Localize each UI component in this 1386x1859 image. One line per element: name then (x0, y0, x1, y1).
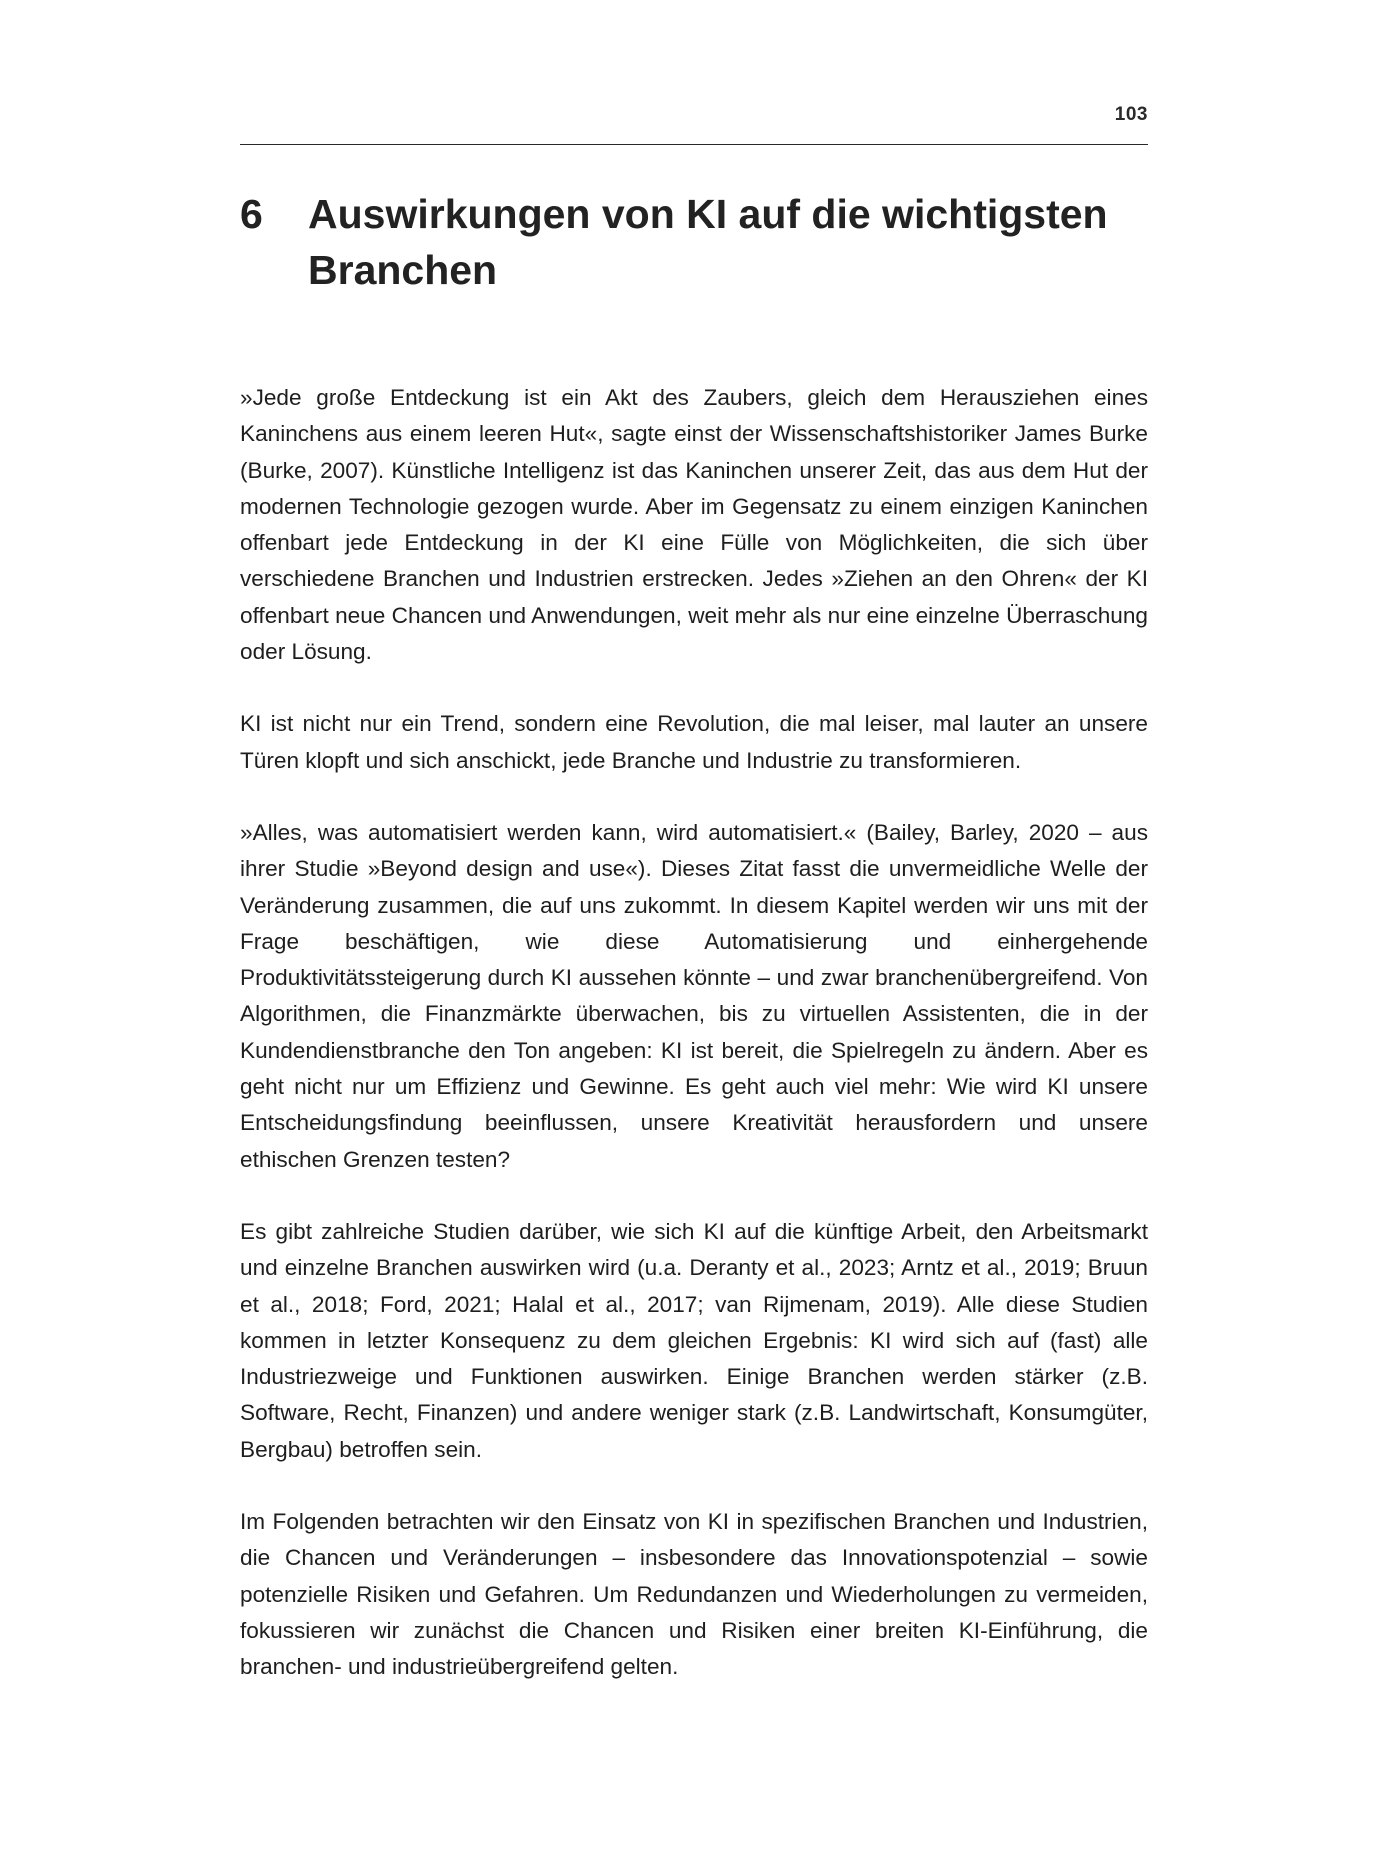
paragraph-automation: »Alles, was automatisiert werden kann, wird automatisiert.« (Bailey, Barley, 2020 – aus ihrer Studie »Beyond design and use«). Dieses Zitat fasst die unvermeidliche Welle der Veränderung zusammen, die auf uns zukommt. In diesem Kapitel werden wir uns mit der Frage beschäftigen, wie diese Automatisierung und einhergehende Produktivitätssteigerung durch KI aussehen könnte – und zwar branchenübergreifend. Von Algorithmen, die Finanzmärkte überwachen, bis zu virtuellen Assistenten, die in der Kundendienstbranche den Ton angeben: KI ist bereit, die Spielregeln zu ändern. Aber es geht nicht nur um Effizienz und Gewinne. Es geht auch viel mehr: Wie wird KI unsere Entscheidungsfindung beeinflussen, unsere Kreativität herausfordern und unsere ethischen Grenzen testen? (240, 819, 1148, 1172)
page-number: 103 (1114, 104, 1148, 125)
paragraph-studies: Es gibt zahlreiche Studien darüber, wie sich KI auf die künftige Arbeit, den Arbeitsmarkt und einzelne Branchen auswirken wird (u.a. Deranty et al., 2023; Arntz et al., 2019; Bruun et al., 2018; Ford, 2021; Halal et al., 2017; van Rijmenam, 2019). Alle diese Studien kommen in letzter Konsequenz zu dem gleichen Ergebnis: KI wird sich auf (fast) alle Industriezweige und Funktionen auswirken. Einige Branchen werden stärker (z.B. Software, Recht, Finanzen) und andere weniger stark (z.B. Landwirtschaft, Konsumgüter, Bergbau) betroffen sein. (240, 1218, 1148, 1462)
paragraph-revolution: KI ist nicht nur ein Trend, sondern eine Revolution, die mal leiser, mal lauter an unsere Türen klopft und sich anschickt, jede Branche und Industrie zu transformieren. (240, 711, 1148, 773)
chapter-title: Auswirkungen von KI auf die wichtigsten Branchen (308, 191, 1108, 293)
paragraph-outlook: Im Folgenden betrachten wir den Einsatz von KI in spezifischen Branchen und Industrien, die Chancen und Veränderungen – insbesondere das Innovationspotenzial – sowie potenzielle Risiken und Gefahren. Um Redundanzen und Wiederholungen zu vermeiden, fokussieren wir zunächst die Chancen und Risiken einer breiten KI-Einführung, die branchen- und industrieübergreifend gelten. (240, 1509, 1148, 1680)
body-text (240, 380, 1148, 1722)
page-header (240, 104, 1148, 145)
chapter-number: 6 (240, 191, 263, 237)
paragraph-intro-quote: »Jede große Entdeckung ist ein Akt des Zaubers, gleich dem Herausziehen eines Kaninchens aus einem leeren Hut«, sagte einst der Wissenschaftshistoriker James Burke (Burke, 2007). Künstliche Intelligenz ist das Kaninchen unserer Zeit, das aus dem Hut der modernen Technologie gezogen wurde. Aber im Gegensatz zu einem einzigen Kaninchen offenbart jede Entdeckung in der KI eine Fülle von Möglichkeiten, die sich über verschiedene Branchen und Industrien erstrecken. Jedes »Ziehen an den Ohren« der KI offenbart neue Chancen und Anwendungen, weit mehr als nur eine einzelne Überraschung oder Lösung. (240, 385, 1148, 665)
